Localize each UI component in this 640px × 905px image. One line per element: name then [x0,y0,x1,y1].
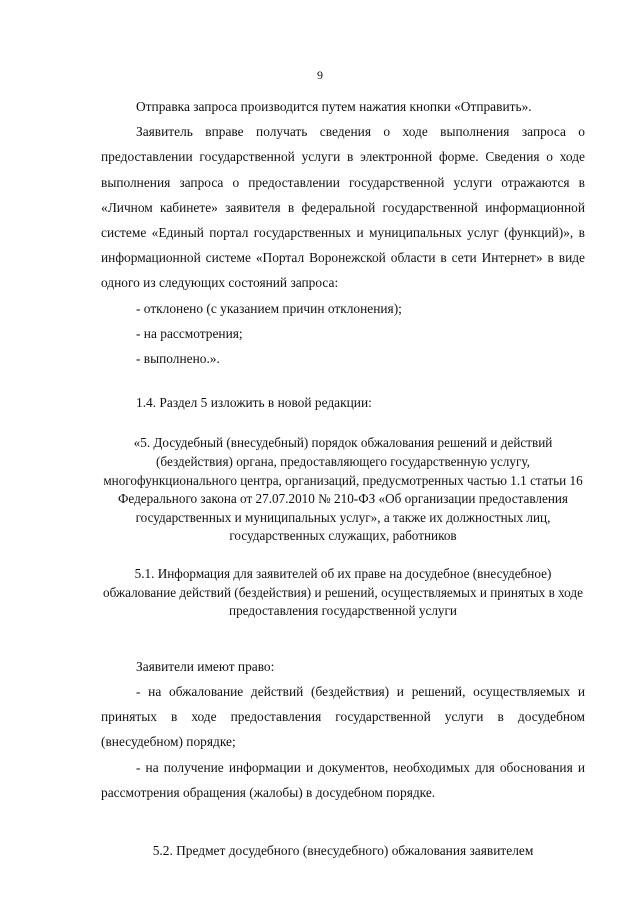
section-5-1-title: 5.1. Информация для заявителей об их праве на досудебное (внесудебное) обжалование действий (бездействия) и решений, осуществляемых и принятых в ходе предоставления государственной услуги [103,566,583,619]
document-body [101,94,585,863]
spacer [101,415,585,434]
spacer [101,805,585,838]
section-5-title: «5. Досудебный (внесудебный) порядок обжалования решений и действий (бездействия) органа, предоставляющего государственную услугу, многофункционального центра, организаций, предусмотренных частью 1.1 статьи 16 Федерального закона от 27.07.2010 № 210-ФЗ «Об организации предоставления государственных и муниципальных услуг», а также их должностных лиц, государственных служащих, работников [103,435,583,544]
status-item-completed: - выполнено.». [136,351,220,367]
status-item-rejected: - отклонено (с указанием причин отклонения); [136,300,402,316]
spacer [101,371,585,390]
status-list [101,296,585,372]
section-intro: 1.4. Раздел 5 изложить в новой редакции: [136,395,372,411]
section-5-2-title: 5.2. Предмет досудебного (внесудебного) обжалования заявителем [152,843,534,858]
spacer [101,546,585,565]
paragraph-send-request: Отправка запроса производится путем нажатия кнопки «Отправить». [136,99,532,114]
paragraph-request-status: Заявитель вправе получать сведения о ходе выполнения запроса о предоставлении государственной услуги в электронной форме. Сведения о ходе выполнения запроса о предоставлении государственной услуги отражаются в «Личном кабинете» заявителя в федеральной государственной информационной системе «Единый портал государственных и муниципальных услуг (функций)», в информационной системе «Портал Воронежской области в сети Интернет» в виде одного из следующих состояний запроса: [101,124,585,291]
rights-intro: Заявители имеют право: [136,658,275,674]
rights-item-appeal: - на обжалование действий (бездействия) и решений, осуществляемых и принятых в ходе предоставления государственной услуги в досудебном (внесудебном) порядке; [101,683,585,750]
page-number: 9 [317,68,323,82]
spacer [101,621,585,654]
status-item-under-review: - на рассмотрения; [136,325,243,341]
rights-list [101,679,585,805]
rights-item-information: - на получение информации и документов, необходимых для обоснования и рассмотрения обращения (жалобы) в досудебном порядке. [101,759,585,800]
